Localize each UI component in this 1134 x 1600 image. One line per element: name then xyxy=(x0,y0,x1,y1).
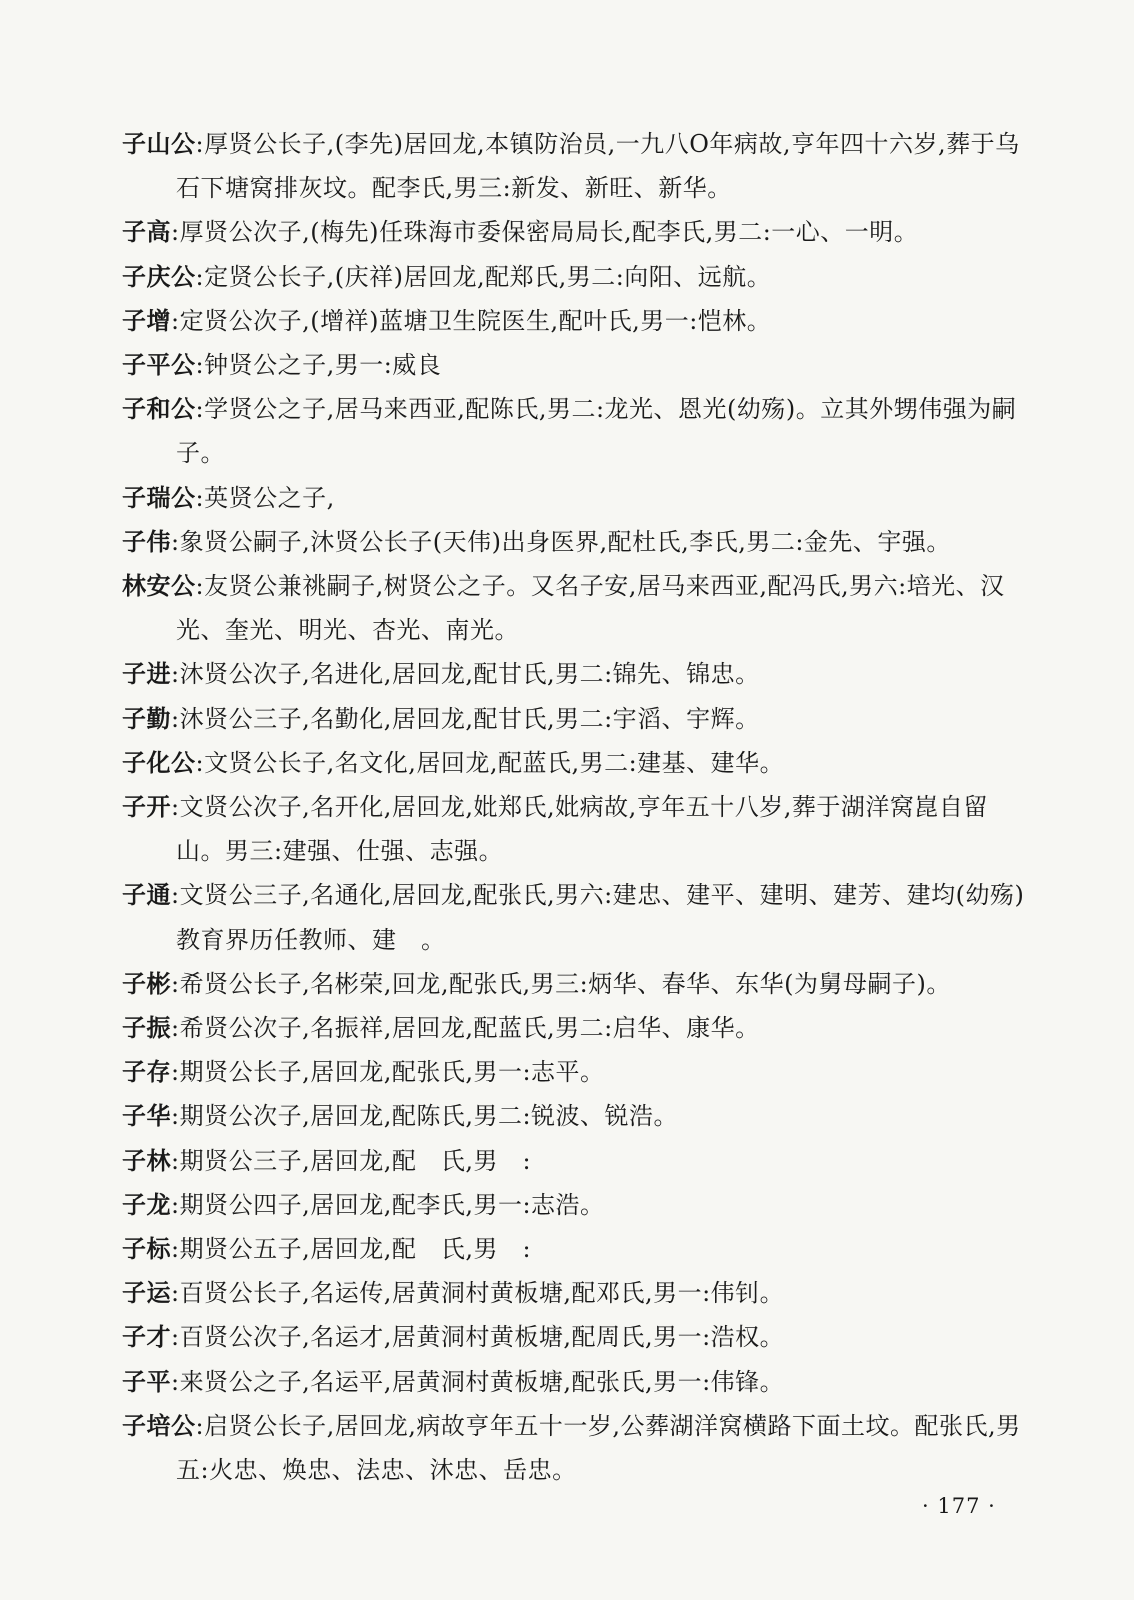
entry-name: 子和公 xyxy=(122,394,196,424)
entry-name: 子平 xyxy=(122,1366,171,1396)
entry-name: 子运 xyxy=(122,1278,171,1308)
entry-text: :象贤公嗣子,沐贤公长子(天伟)出身医界,配杜氏,李氏,男二:金先、宇强。 xyxy=(171,527,951,556)
entry-text: :厚贤公长子,(李先)居回龙,本镇防治员,一九八O年病故,亨年四十六岁,葬于乌石下塘窝排灰坟。配李氏,男三:新发、新旺、新华。 xyxy=(176,130,1020,203)
entry-text: :文贤公长子,名文化,居回龙,配蓝氏,男二:建基、建华。 xyxy=(195,748,785,777)
entry xyxy=(122,1050,1032,1094)
entry-name: 子龙 xyxy=(122,1189,171,1219)
entry-name: 子华 xyxy=(122,1101,171,1131)
entry-name: 子勤 xyxy=(122,703,171,733)
entry-text: :文贤公次子,名开化,居回龙,妣郑氏,妣病故,亨年五十八岁,葬于湖洋窝崑自留山。男三:建强、仕强、志强。 xyxy=(171,793,988,866)
entry xyxy=(122,343,1032,387)
entry-text: :定贤公长子,(庆祥)居回龙,配郑氏,男二:向阳、远航。 xyxy=(195,262,772,291)
entry xyxy=(122,122,1032,210)
entry-text: :期贤公长子,居回龙,配张氏,男一:志平。 xyxy=(171,1058,605,1087)
genealogy-entries xyxy=(122,122,1032,1492)
entry-name: 子山公 xyxy=(122,129,196,158)
entry xyxy=(122,1094,1032,1138)
entry xyxy=(122,697,1032,741)
entry-text: :百贤公长子,名运传,居黄洞村黄板塘,配邓氏,男一:伟钊。 xyxy=(171,1279,785,1308)
entry-name: 子标 xyxy=(122,1234,171,1264)
entry xyxy=(122,1006,1032,1050)
entry xyxy=(122,1404,1032,1492)
entry xyxy=(122,520,1032,564)
entry-text: :百贤公次子,名运才,居黄洞村黄板塘,配周氏,男一:浩权。 xyxy=(171,1323,785,1352)
entry xyxy=(122,210,1032,254)
entry-text: :期贤公五子,居回龙,配 氏,男 : xyxy=(171,1235,532,1264)
entry xyxy=(122,1139,1032,1183)
entry-name: 子伟 xyxy=(122,526,171,556)
entry-name: 子高 xyxy=(122,217,171,247)
entry-name: 子通 xyxy=(122,880,171,910)
entry xyxy=(122,873,1032,961)
entry xyxy=(122,785,1032,873)
entry xyxy=(122,1315,1032,1359)
entry-name: 子瑞公 xyxy=(122,482,196,512)
entry-name: 子平公 xyxy=(122,350,196,380)
entry-text: :学贤公之子,居马来西亚,配陈氏,男二:龙光、恩光(幼殇)。立其外甥伟强为嗣子。 xyxy=(176,395,1017,468)
entry xyxy=(122,476,1032,520)
entry-name: 子林 xyxy=(122,1145,171,1175)
entry xyxy=(122,1227,1032,1271)
entry-name: 林安公 xyxy=(122,571,196,601)
entry xyxy=(122,387,1032,475)
entry-name: 子存 xyxy=(122,1057,171,1087)
entry-name: 子开 xyxy=(122,792,171,822)
entry-name: 子才 xyxy=(122,1322,171,1352)
entry-text: :定贤公次子,(增祥)蓝塘卫生院医生,配叶氏,男一:恺林。 xyxy=(171,306,772,335)
entry-name: 子化公 xyxy=(122,747,196,777)
entry-name: 子彬 xyxy=(122,968,171,998)
entry-name: 子庆公 xyxy=(122,261,196,291)
entry xyxy=(122,962,1032,1006)
entry xyxy=(122,1360,1032,1404)
entry-text: :期贤公次子,居回龙,配陈氏,男二:锐波、锐浩。 xyxy=(171,1102,679,1131)
entry-text: :来贤公之子,名运平,居黄洞村黄板塘,配张氏,男一:伟锋。 xyxy=(171,1367,785,1396)
entry xyxy=(122,255,1032,299)
entry-text: :英贤公之子, xyxy=(195,483,335,512)
entry xyxy=(122,652,1032,696)
entry-name: 子振 xyxy=(122,1013,171,1043)
entry-text: :沐贤公次子,名进化,居回龙,配甘氏,男二:锦先、锦忠。 xyxy=(171,660,760,689)
entry xyxy=(122,1183,1032,1227)
entry-text: :钟贤公之子,男一:威良 xyxy=(195,351,442,380)
entry-text: :文贤公三子,名通化,居回龙,配张氏,男六:建忠、建平、建明、建芳、建均(幼殇)教育界历任教师、建 。 xyxy=(171,881,1025,954)
entry xyxy=(122,1271,1032,1315)
entry-text: :启贤公长子,居回龙,病故亨年五十一岁,公葬湖洋窝横路下面土坟。配张氏,男五:火忠、焕忠、法忠、沐忠、岳忠。 xyxy=(176,1411,1021,1485)
entry xyxy=(122,564,1032,652)
entry-text: :厚贤公次子,(梅先)任珠海市委保密局局长,配李氏,男二:一心、一明。 xyxy=(171,218,919,247)
entry-text: :期贤公三子,居回龙,配 氏,男 : xyxy=(171,1146,532,1175)
entry-text: :希贤公次子,名振祥,居回龙,配蓝氏,男二:启华、康华。 xyxy=(171,1014,760,1043)
entry-name: 子进 xyxy=(122,659,171,689)
entry-text: :期贤公四子,居回龙,配李氏,男一:志浩。 xyxy=(171,1190,605,1219)
entry-name: 子培公 xyxy=(122,1410,196,1440)
entry-text: :希贤公长子,名彬荣,回龙,配张氏,男三:炳华、春华、东华(为舅母嗣子)。 xyxy=(171,969,951,998)
page-number: · 177 · xyxy=(922,1494,996,1518)
entry xyxy=(122,299,1032,343)
entry-name: 子增 xyxy=(122,305,171,335)
entry-text: :沐贤公三子,名勤化,居回龙,配甘氏,男二:宇滔、宇辉。 xyxy=(171,704,760,733)
entry-text: :友贤公兼祧嗣子,树贤公之子。又名子安,居马来西亚,配冯氏,男六:培光、汉光、奎光、明光、杏光、南光。 xyxy=(176,572,1005,645)
entry xyxy=(122,741,1032,785)
